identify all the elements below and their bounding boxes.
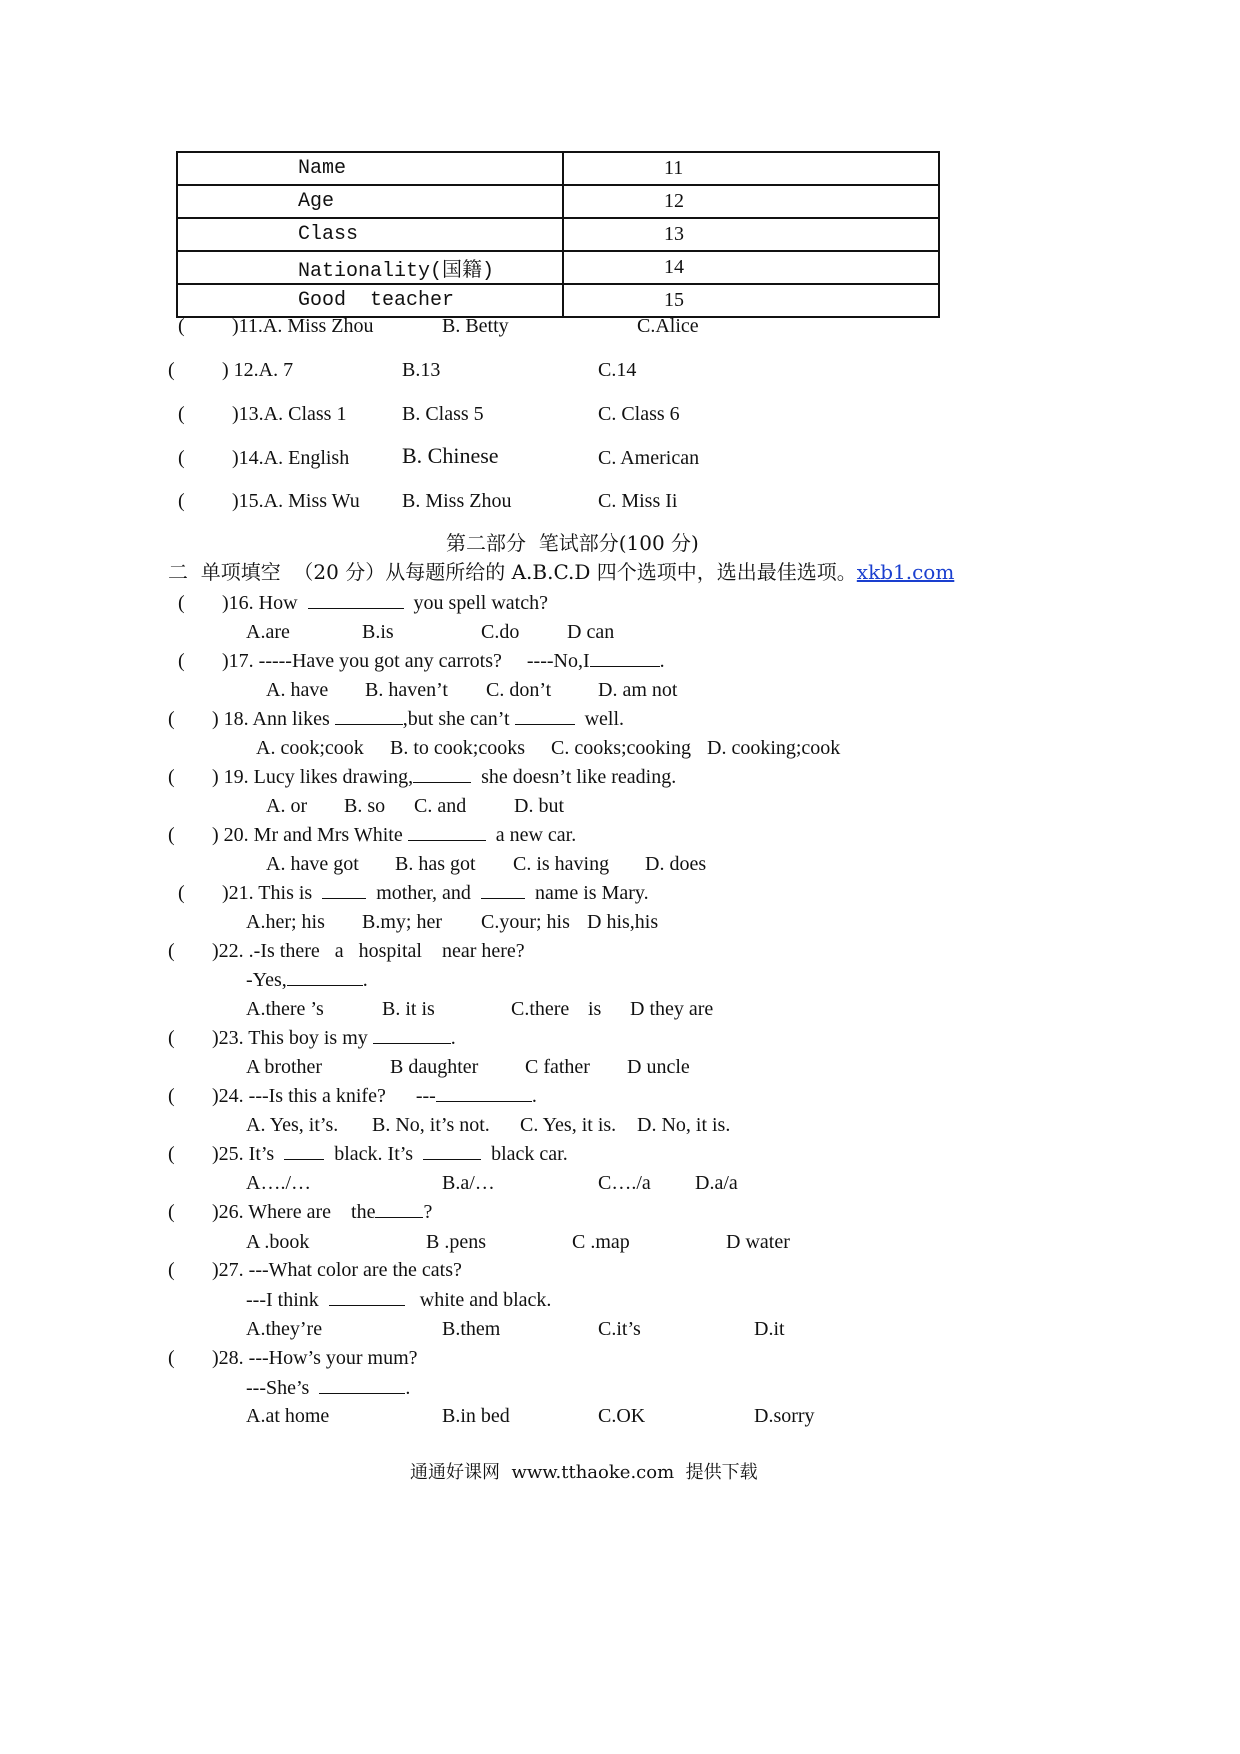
table-row [177,251,939,284]
table-row [177,152,939,185]
q26-option-d: D water [726,1231,790,1253]
row-label: Class [177,218,563,251]
q17-option-b: B. haven’t [365,679,448,701]
q26-stem: )26. Where are the ? [212,1201,433,1223]
q19-stem: ) 19. Lucy likes drawing, she doesn’t like reading. [212,766,677,788]
row-label: Age [177,185,563,218]
q19-option-a: A. or [266,795,308,817]
q15-stem: )15.A. Miss Wu [232,490,360,512]
paren: ( [178,403,185,425]
q20-option-d: D. does [645,853,707,875]
q16-option-c: C.do [481,621,520,643]
q27-option-b: B.them [442,1318,501,1340]
q18-option-b: B. to cook;cooks [390,737,525,759]
q28-option-c: C.OK [598,1405,646,1427]
q27-option-d: D.it [754,1318,785,1340]
paren: ( [168,1347,175,1369]
paren: ( [168,1201,175,1223]
q20-option-a: A. have got [266,853,359,875]
q23-option-a: A brother [246,1056,323,1078]
q21-option-b: B.my; her [362,911,442,933]
paren: ( [178,650,185,672]
q14-option-c: C. American [598,447,700,469]
q24-option-c: C. Yes, it is. [520,1114,617,1136]
q21-option-d: D his,his [587,911,659,933]
q25-stem: )25. It’s black. It’s black car. [212,1143,568,1165]
q26-option-c: C .map [572,1231,630,1253]
q18-stem: ) 18. Ann likes ,but she can’t well. [212,708,625,730]
paren: ( [178,882,185,904]
q28-option-b: B.in bed [442,1405,510,1427]
paren: ( [168,1259,175,1281]
q12-stem: ) 12.A. 7 [222,359,294,381]
paren: ( [168,1027,175,1049]
paren: ( [178,490,185,512]
q27-reply: ---I think white and black. [246,1289,552,1311]
q12-option-c: C.14 [598,359,637,381]
q11-stem: )11.A. Miss Zhou [232,315,374,337]
q26-option-b: B .pens [426,1231,486,1253]
q25-option-d: D.a/a [695,1172,738,1194]
paren: ( [168,1143,175,1165]
q14-option-b: B. Chinese [402,443,499,468]
paren: ( [178,315,185,337]
q27-stem: )27. ---What color are the cats? [212,1259,462,1281]
paren: ( [168,824,175,846]
q11-option-c: C.Alice [637,315,699,337]
section-heading: 二 单项填空 （20 分）从每题所给的 A.B.C.D 四个选项中，选出最佳选项。xkb1.com [168,560,955,584]
q25-option-b: B.a/… [442,1172,495,1194]
q16-option-a: A.are [246,621,290,643]
q22-option-c-cont: is [588,998,602,1020]
q21-stem: )21. This is mother, and name is Mary. [222,882,649,904]
table-row [177,218,939,251]
q17-option-a: A. have [266,679,329,701]
q22-option-a: A.there ’s [246,998,324,1020]
q18-option-d: D. cooking;cook [707,737,841,759]
q17-stem: )17. -----Have you got any carrots? ----No,I . [222,650,665,672]
q28-option-a: A.at home [246,1405,330,1427]
paren: ( [168,940,175,962]
q25-option-a: A…./… [246,1172,311,1194]
row-value: 15 [563,284,939,317]
paren: ( [168,708,175,730]
q23-option-c: C father [525,1056,590,1078]
q23-option-b: B daughter [390,1056,479,1078]
q17-option-d: D. am not [598,679,678,701]
q20-stem: ) 20. Mr and Mrs White a new car. [212,824,577,846]
row-value: 13 [563,218,939,251]
q26-option-a: A .book [246,1231,310,1253]
paren: ( [168,1085,175,1107]
q27-option-c: C.it’s [598,1318,641,1340]
q19-option-c: C. and [414,795,467,817]
paren: ( [168,766,175,788]
footer-credit: 通通好课网 www.tthaoke.com 提供下载 [410,1462,758,1483]
q16-option-b: B.is [362,621,394,643]
q13-option-c: C. Class 6 [598,403,680,425]
row-value: 12 [563,185,939,218]
q25-option-c: C…./a [598,1172,651,1194]
q16-option-d: D can [567,621,615,643]
q12-option-b: B.13 [402,359,441,381]
q22-reply: -Yes, . [246,969,368,991]
q22-stem: )22. .-Is there a hospital near here? [212,940,525,962]
q22-option-b: B. it is [382,998,435,1020]
q13-option-b: B. Class 5 [402,403,484,425]
q13-stem: )13.A. Class 1 [232,403,347,425]
q19-option-d: D. but [514,795,564,817]
q20-option-c: C. is having [513,853,610,875]
q28-option-d: D.sorry [754,1405,815,1427]
row-value: 11 [563,152,939,185]
q22-option-c: C.there [511,998,570,1020]
q24-option-b: B. No, it’s not. [372,1114,490,1136]
q21-option-c: C.your; his [481,911,570,933]
q23-stem: )23. This boy is my . [212,1027,456,1049]
info-table [176,151,940,318]
q24-option-a: A. Yes, it’s. [246,1114,339,1136]
q28-stem: )28. ---How’s your mum? [212,1347,418,1369]
q16-stem: )16. How you spell watch? [222,592,548,614]
q14-stem: )14.A. English [232,447,350,469]
q22-option-d: D they are [630,998,714,1020]
q23-option-d: D uncle [627,1056,690,1078]
q19-option-b: B. so [344,795,386,817]
q18-option-c: C. cooks;cooking [551,737,691,759]
q20-option-b: B. has got [395,853,476,875]
q11-option-b: B. Betty [442,315,509,337]
part-title: 第二部分 笔试部分(100 分) [446,531,699,555]
row-label: Good teacher [177,284,563,317]
row-value: 14 [563,251,939,284]
row-label: Nationality(国籍) [177,251,563,284]
source-link[interactable]: xkb1.com [856,560,955,584]
row-label: Name [177,152,563,185]
q21-option-a: A.her; his [246,911,325,933]
paren: ( [178,447,185,469]
paren: ( [168,359,175,381]
q15-option-b: B. Miss Zhou [402,490,512,512]
table-row [177,185,939,218]
q28-reply: ---She’s . [246,1377,411,1399]
q24-stem: )24. ---Is this a knife? --- . [212,1085,537,1107]
q27-option-a: A.they’re [246,1318,323,1340]
q15-option-c: C. Miss Ii [598,490,678,512]
q18-option-a: A. cook;cook [256,737,364,759]
q17-option-c: C. don’t [486,679,552,701]
paren: ( [178,592,185,614]
q24-option-d: D. No, it is. [637,1114,731,1136]
